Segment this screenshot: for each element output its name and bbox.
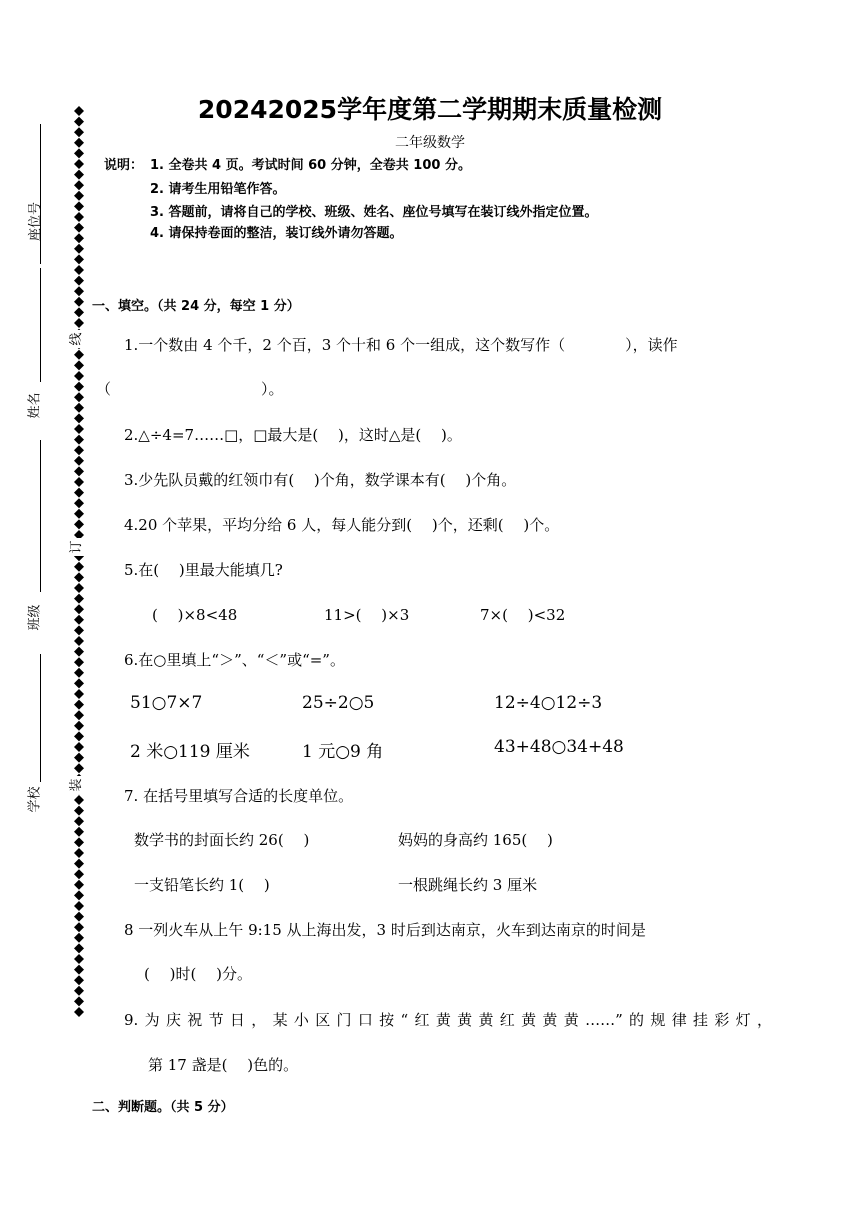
question-7-item-a: 数学书的封面长约 26( ) bbox=[134, 831, 310, 849]
binding-diamond bbox=[74, 604, 84, 614]
note-item: 1. 全卷共 4 页。考试时间 60 分钟，全卷共 100 分。 bbox=[150, 158, 471, 173]
question-5-item-a: ( )×8<48 bbox=[152, 606, 238, 624]
binding-diamond bbox=[74, 276, 84, 286]
note-item: 3. 答题前，请将自己的学校、班级、姓名、座位号填写在装订线外指定位置。 bbox=[150, 205, 598, 220]
binding-diamond bbox=[74, 880, 84, 890]
binding-diamond bbox=[74, 742, 84, 752]
binding-diamond bbox=[74, 731, 84, 741]
question-7: 7. 在括号里填写合适的长度单位。 bbox=[124, 787, 354, 805]
binding-char-xian: 线 bbox=[70, 330, 84, 348]
binding-diamond bbox=[74, 943, 84, 953]
binding-diamond bbox=[74, 848, 84, 858]
seat-number-label: 座位号 bbox=[28, 201, 44, 242]
binding-diamond bbox=[74, 509, 84, 519]
binding-diamond bbox=[74, 615, 84, 625]
binding-diamond bbox=[74, 170, 84, 180]
question-3: 3.少先队员戴的红领巾有( )个角，数学课本有( )个角。 bbox=[124, 471, 517, 489]
binding-diamond bbox=[74, 286, 84, 296]
page-subtitle: 二年级数学 bbox=[395, 135, 465, 151]
question-2: 2.△÷4=7……□，□最大是( )，这时△是( )。 bbox=[124, 426, 462, 444]
binding-diamond bbox=[74, 901, 84, 911]
binding-diamond bbox=[74, 307, 84, 317]
binding-diamond bbox=[74, 859, 84, 869]
binding-diamond bbox=[74, 954, 84, 964]
binding-diamond bbox=[74, 435, 84, 445]
question-9-line1: 9.为庆祝节日，某小区门口按“红黄黄黄红黄黄黄……”的规律挂彩灯， bbox=[124, 1011, 772, 1029]
binding-diamond bbox=[74, 244, 84, 254]
question-6-item-d: 2 米○119 厘米 bbox=[130, 742, 250, 762]
question-1-line1: 1.一个数由 4 个千，2 个百，3 个十和 6 个一组成，这个数写作（ ），读作 bbox=[124, 336, 678, 354]
binding-diamond bbox=[74, 254, 84, 264]
binding-diamond bbox=[74, 350, 84, 360]
binding-diamond bbox=[74, 562, 84, 572]
question-5: 5.在( )里最大能填几? bbox=[124, 561, 283, 579]
binding-diamond bbox=[74, 657, 84, 667]
question-8-line2: ( )时( )分。 bbox=[144, 965, 252, 983]
binding-diamond bbox=[74, 572, 84, 582]
school-label: 学校 bbox=[27, 786, 43, 813]
binding-diamond bbox=[74, 583, 84, 593]
binding-diamond bbox=[74, 753, 84, 763]
binding-diamond bbox=[74, 413, 84, 423]
binding-line-school bbox=[40, 654, 41, 782]
binding-line-name bbox=[40, 268, 41, 382]
binding-diamond bbox=[74, 647, 84, 657]
binding-diamond bbox=[74, 201, 84, 211]
binding-diamond bbox=[74, 689, 84, 699]
question-4: 4.20 个苹果，平均分给 6 人，每人能分到( )个，还剩( )个。 bbox=[124, 516, 560, 534]
question-5-item-b: 11>( )×3 bbox=[324, 606, 410, 624]
binding-diamond bbox=[74, 636, 84, 646]
binding-diamond bbox=[74, 392, 84, 402]
section-1-title: 一、填空。（共 24 分，每空 1 分） bbox=[92, 299, 300, 314]
binding-diamond-column bbox=[72, 106, 86, 1020]
binding-diamond bbox=[74, 996, 84, 1006]
question-6: 6.在○里填上“＞”、“＜”或“=”。 bbox=[124, 651, 345, 669]
binding-diamond bbox=[74, 297, 84, 307]
binding-diamond bbox=[74, 806, 84, 816]
question-8-line1: 8 一列火车从上午 9:15 从上海出发，3 时后到达南京，火车到达南京的时间是 bbox=[124, 921, 646, 939]
binding-diamond bbox=[74, 212, 84, 222]
binding-diamond bbox=[74, 700, 84, 710]
binding-diamond bbox=[74, 594, 84, 604]
binding-diamond bbox=[74, 837, 84, 847]
binding-diamond bbox=[74, 986, 84, 996]
binding-diamond bbox=[74, 223, 84, 233]
binding-diamond bbox=[74, 360, 84, 370]
binding-diamond bbox=[74, 1007, 84, 1017]
note-item: 4. 请保持卷面的整洁，装订线外请勿答题。 bbox=[150, 226, 403, 241]
notes-prefix: 说明： bbox=[104, 158, 144, 173]
binding-diamond bbox=[74, 456, 84, 466]
binding-diamond bbox=[74, 488, 84, 498]
question-6-item-e: 1 元○9 角 bbox=[302, 742, 384, 762]
question-6-item-a: 51○7×7 bbox=[130, 693, 203, 713]
binding-diamond bbox=[74, 678, 84, 688]
question-5-item-c: 7×( )<32 bbox=[480, 606, 566, 624]
binding-diamond bbox=[74, 403, 84, 413]
binding-char-ding: 订 bbox=[70, 538, 84, 556]
binding-diamond bbox=[74, 869, 84, 879]
name-label: 姓名 bbox=[27, 392, 43, 419]
binding-diamond bbox=[74, 159, 84, 169]
binding-diamond bbox=[74, 382, 84, 392]
binding-diamond bbox=[74, 965, 84, 975]
binding-diamond bbox=[74, 498, 84, 508]
binding-diamond bbox=[74, 933, 84, 943]
question-7-item-d: 一根跳绳长约 3 厘米 bbox=[398, 876, 538, 894]
question-7-item-c: 一支铅笔长约 1( ) bbox=[134, 876, 270, 894]
page-title: 20242025学年度第二学期期末质量检测 bbox=[197, 95, 663, 124]
binding-diamond bbox=[74, 975, 84, 985]
question-9-line2: 第 17 盏是( )色的。 bbox=[148, 1056, 299, 1074]
binding-diamond bbox=[74, 795, 84, 805]
binding-diamond bbox=[74, 827, 84, 837]
note-item: 2. 请考生用铅笔作答。 bbox=[150, 182, 286, 197]
question-6-item-f: 43+48○34+48 bbox=[494, 737, 624, 757]
binding-diamond bbox=[74, 922, 84, 932]
binding-diamond bbox=[74, 816, 84, 826]
binding-diamond bbox=[74, 519, 84, 529]
binding-diamond bbox=[74, 424, 84, 434]
class-label: 班级 bbox=[27, 604, 43, 631]
binding-diamond bbox=[74, 466, 84, 476]
binding-diamond bbox=[74, 233, 84, 243]
binding-diamond bbox=[74, 180, 84, 190]
question-1-line2: （ ）。 bbox=[96, 380, 284, 398]
binding-char-zhuang: 装 bbox=[70, 776, 84, 794]
section-2-title: 二、判断题。（共 5 分） bbox=[92, 1100, 234, 1115]
binding-diamond bbox=[74, 710, 84, 720]
binding-diamond bbox=[74, 890, 84, 900]
binding-diamond bbox=[74, 191, 84, 201]
binding-line-class bbox=[40, 440, 41, 592]
binding-diamond bbox=[74, 265, 84, 275]
binding-diamond bbox=[74, 721, 84, 731]
question-6-item-c: 12÷4○12÷3 bbox=[494, 693, 603, 713]
question-7-item-b: 妈妈的身高约 165( ) bbox=[398, 831, 553, 849]
binding-diamond bbox=[74, 668, 84, 678]
binding-diamond bbox=[74, 763, 84, 773]
binding-diamond bbox=[74, 371, 84, 381]
question-6-item-b: 25÷2○5 bbox=[302, 693, 375, 713]
binding-diamond bbox=[74, 477, 84, 487]
binding-diamond bbox=[74, 318, 84, 328]
binding-diamond bbox=[74, 625, 84, 635]
binding-diamond bbox=[74, 445, 84, 455]
binding-diamond bbox=[74, 912, 84, 922]
